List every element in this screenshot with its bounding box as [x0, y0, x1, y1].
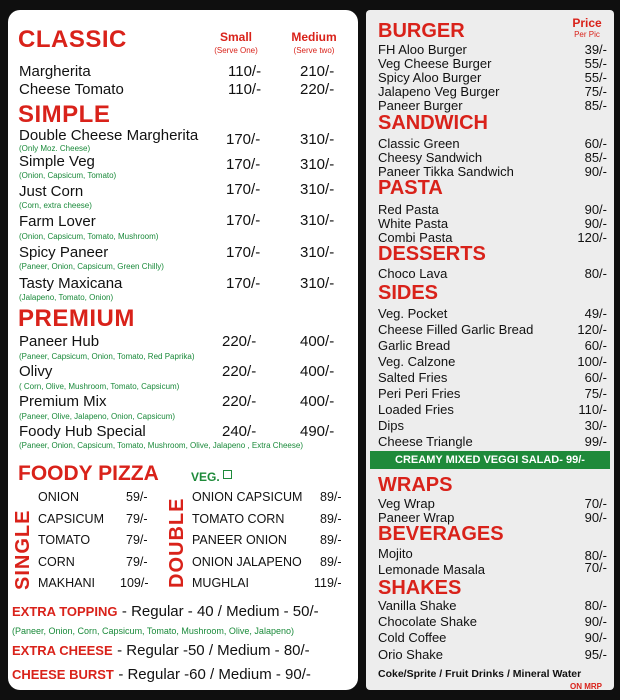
- menu-item-price: 95/-: [584, 647, 607, 662]
- menu-item-name: Salted Fries: [378, 370, 448, 385]
- menu-item-price: 85/-: [584, 98, 607, 113]
- medium-price: 310/-: [300, 156, 335, 173]
- menu-item-name: Just Corn: [19, 183, 84, 200]
- menu-item-name: Classic Green: [378, 136, 460, 151]
- menu-item-name: Loaded Fries: [378, 402, 454, 417]
- double-pizza-price: 89/-: [320, 490, 342, 504]
- menu-item-ingredients: (Onion, Capsicum, Tomato, Mushroom): [19, 232, 159, 241]
- burger-heading: BURGER: [378, 20, 465, 42]
- menu-item-price: 39/-: [584, 42, 607, 57]
- small-price: 220/-: [222, 333, 257, 350]
- menu-item-ingredients: (Onion, Capsicum, Tomato): [19, 171, 117, 180]
- double-pizza-name: ONION JALAPENO: [192, 555, 302, 569]
- small-price: 110/-: [228, 63, 262, 80]
- menu-item-price: 30/-: [584, 418, 607, 433]
- menu-item-price: 90/-: [584, 510, 607, 525]
- menu-item-price: 90/-: [584, 216, 607, 231]
- menu-item-price: 55/-: [584, 56, 607, 71]
- desserts-heading: DESSERTS: [378, 243, 486, 265]
- small-price: 240/-: [222, 423, 257, 440]
- menu-item-price: 75/-: [584, 386, 607, 401]
- single-pizza-name: CAPSICUM: [38, 512, 104, 526]
- menu-item-name: Vanilla Shake: [378, 598, 457, 613]
- extra-topping-prices: - Regular - 40 / Medium - 50/-: [121, 603, 319, 620]
- double-pizza-price: 119/-: [314, 576, 342, 590]
- single-pizza-price: 59/-: [126, 490, 148, 504]
- menu-item-name: Jalapeno Veg Burger: [378, 84, 500, 99]
- menu-item-name: Cheesy Sandwich: [378, 150, 483, 165]
- menu-item-name: Veg. Calzone: [378, 354, 456, 369]
- double-vertical-label: DOUBLE: [166, 497, 188, 588]
- menu-item-price: 80/-: [584, 266, 607, 281]
- medium-column-header: Medium: [291, 30, 337, 44]
- double-pizza-name: TOMATO CORN: [192, 512, 285, 526]
- cheese-burst-prices: - Regular -60 / Medium - 90/-: [118, 666, 311, 683]
- medium-price: 400/-: [300, 363, 335, 380]
- menu-item-name: Dips: [378, 418, 405, 433]
- beverages-heading: BEVERAGES: [378, 523, 504, 545]
- small-column-sub: (Serve One): [214, 46, 258, 55]
- medium-price: 400/-: [300, 333, 335, 350]
- menu-item-price: 100/-: [577, 354, 607, 369]
- simple-heading: SIMPLE: [18, 101, 111, 128]
- medium-price: 490/-: [300, 423, 335, 440]
- menu-item-price: 60/-: [584, 338, 607, 353]
- menu-item-price: 60/-: [584, 370, 607, 385]
- menu-item-price: 49/-: [584, 306, 607, 321]
- medium-price: 400/-: [300, 393, 335, 410]
- single-pizza-price: 79/-: [126, 555, 148, 569]
- menu-item-price: 120/-: [577, 230, 607, 245]
- small-price: 170/-: [226, 131, 261, 148]
- menu-item-name: Mojito: [378, 546, 413, 561]
- menu-item-name: Chocolate Shake: [378, 614, 478, 629]
- single-pizza-name: ONION: [38, 490, 79, 504]
- menu-item-price: 70/-: [584, 560, 607, 575]
- menu-item-price: 55/-: [584, 70, 607, 85]
- menu-item-ingredients: (Only Moz. Cheese): [19, 144, 91, 153]
- menu-item-name: Spicy Paneer: [19, 244, 109, 261]
- medium-price: 210/-: [300, 63, 335, 80]
- menu-item-price: 110/-: [578, 402, 607, 417]
- menu-item-ingredients: (Jalapeno, Tomato, Onion): [19, 293, 114, 302]
- menu-item-name: Veg. Pocket: [378, 306, 448, 321]
- extra-topping-label: EXTRA TOPPING: [12, 604, 118, 619]
- small-price: 170/-: [226, 212, 261, 229]
- cheese-burst-label: CHEESE BURST: [12, 667, 114, 682]
- menu-item-name: Lemonade Masala: [378, 562, 485, 577]
- menu-item-ingredients: (Paneer, Olive, Jalapeno, Onion, Capsicum): [19, 412, 176, 421]
- medium-column-sub: (Serve two): [293, 46, 335, 55]
- small-price: 170/-: [226, 181, 261, 198]
- menu-item-name: Spicy Aloo Burger: [378, 70, 482, 85]
- extra-topping-options: (Paneer, Onion, Corn, Capsicum, Tomato, Mushroom, Olive, Jalapeno): [12, 626, 294, 636]
- price-sub: Per Pic: [574, 30, 600, 39]
- premium-heading: PREMIUM: [18, 305, 135, 332]
- menu-item-name: Orio Shake: [378, 647, 444, 662]
- medium-price: 310/-: [300, 244, 335, 261]
- single-pizza-name: CORN: [38, 555, 75, 569]
- price-header: Price: [572, 16, 602, 30]
- menu-item-name: Paneer Hub: [19, 333, 100, 350]
- menu-item-name: Paneer Tikka Sandwich: [378, 164, 514, 179]
- double-pizza-price: 89/-: [320, 512, 342, 526]
- menu-item-name: Garlic Bread: [378, 338, 451, 353]
- menu-item-name: Veg Cheese Burger: [378, 56, 492, 71]
- double-pizza-price: 89/-: [320, 555, 342, 569]
- menu-item-ingredients: (Paneer, Onion, Capsicum, Green Chilly): [19, 262, 164, 271]
- menu-item-price: 85/-: [584, 150, 607, 165]
- menu-item-name: White Pasta: [378, 216, 449, 231]
- small-price: 220/-: [222, 393, 257, 410]
- menu-item-price: 90/-: [584, 630, 607, 645]
- menu-item-name: Margherita: [19, 63, 91, 80]
- classic-heading: CLASSIC: [18, 26, 127, 53]
- menu-item-name: Cheese Filled Garlic Bread: [378, 322, 534, 337]
- menu-item-name: Red Pasta: [378, 202, 439, 217]
- veg-mark-icon: [223, 470, 232, 479]
- single-pizza-price: 109/-: [120, 576, 149, 590]
- double-pizza-name: MUGHLAI: [192, 576, 249, 590]
- small-price: 110/-: [228, 81, 262, 98]
- salad-bar: CREAMY MIXED VEGGI SALAD- 99/-: [370, 451, 610, 469]
- menu-item-price: 99/-: [584, 434, 607, 449]
- menu-item-name: Veg Wrap: [378, 496, 435, 511]
- small-price: 170/-: [226, 275, 261, 292]
- menu-item-price: 120/-: [577, 322, 607, 337]
- menu-item-price: 80/-: [584, 548, 607, 563]
- small-price: 170/-: [226, 156, 261, 173]
- cheese-burst-row: [12, 666, 311, 684]
- single-pizza-price: 79/-: [126, 533, 148, 547]
- single-pizza-name: MAKHANI: [38, 576, 95, 590]
- menu-item-ingredients: (Paneer, Capsicum, Onion, Tomato, Red Paprika): [19, 352, 195, 361]
- menu-item-name: Tasty Maxicana: [19, 275, 123, 292]
- menu-item-price: 90/-: [584, 164, 607, 179]
- pasta-heading: PASTA: [378, 177, 443, 199]
- medium-price: 310/-: [300, 212, 335, 229]
- extra-cheese-row: [12, 642, 310, 660]
- menu-item-name: Cold Coffee: [378, 630, 447, 645]
- menu-item-name: Farm Lover: [19, 213, 96, 230]
- menu-item-price: 90/-: [584, 614, 607, 629]
- pizza-menu-panel: [8, 10, 358, 690]
- small-price: 220/-: [222, 363, 257, 380]
- drinks-footer-note: ON MRP: [570, 682, 602, 690]
- medium-price: 310/-: [300, 131, 335, 148]
- menu-item-name: Combi Pasta: [378, 230, 453, 245]
- drinks-footer: Coke/Sprite / Fruit Drinks / Mineral Water: [378, 668, 582, 680]
- single-pizza-name: TOMATO: [38, 533, 91, 547]
- sides-heading: SIDES: [378, 282, 439, 304]
- menu-item-price: 90/-: [584, 202, 607, 217]
- menu-item-name: Foody Hub Special: [19, 423, 146, 440]
- menu-item-price: 60/-: [584, 136, 607, 151]
- menu-item-name: Paneer Wrap: [378, 510, 455, 525]
- small-price: 170/-: [226, 244, 261, 261]
- medium-price: 310/-: [300, 275, 335, 292]
- menu-item-name: Premium Mix: [19, 393, 107, 410]
- menu-item-ingredients: (Corn, extra cheese): [19, 201, 92, 210]
- medium-price: 220/-: [300, 81, 335, 98]
- menu-item-name: Olivy: [19, 363, 53, 380]
- menu-item-name: Choco Lava: [378, 266, 448, 281]
- extra-cheese-prices: - Regular -50 / Medium - 80/-: [117, 642, 310, 659]
- menu-item-name: Simple Veg: [19, 153, 95, 170]
- menu-item-price: 75/-: [584, 84, 607, 99]
- sandwich-heading: SANDWICH: [378, 112, 488, 134]
- menu-item-price: 70/-: [584, 496, 607, 511]
- menu-item-ingredients: ( Corn, Olive, Mushroom, Tomato, Capsicum): [19, 382, 180, 391]
- menu-item-ingredients: (Paneer, Onion, Capsicum, Tomato, Mushroom, Olive, Jalapeno , Extra Cheese): [19, 441, 303, 450]
- menu-item-price: 80/-: [584, 598, 607, 613]
- extra-cheese-label: EXTRA CHEESE: [12, 643, 113, 658]
- double-pizza-price: 89/-: [320, 533, 342, 547]
- foody-pizza-heading: FOODY PIZZA: [18, 462, 159, 485]
- medium-price: 310/-: [300, 181, 335, 198]
- menu-item-name: Cheese Triangle: [378, 434, 473, 449]
- single-vertical-label: SINGLE: [12, 509, 34, 590]
- single-pizza-price: 79/-: [126, 512, 148, 526]
- small-column-header: Small: [219, 30, 252, 44]
- menu-item-name: Double Cheese Margherita: [19, 127, 199, 144]
- menu-item-name: Peri Peri Fries: [378, 386, 461, 401]
- shakes-heading: SHAKES: [378, 577, 462, 599]
- veg-label: [191, 470, 232, 484]
- menu-item-name: Paneer Burger: [378, 98, 463, 113]
- other-items-panel: [366, 10, 614, 690]
- double-pizza-name: PANEER ONION: [192, 533, 287, 547]
- extra-topping-row: [12, 603, 319, 621]
- wraps-heading: WRAPS: [378, 474, 453, 496]
- menu-item-name: FH Aloo Burger: [378, 42, 467, 57]
- menu-item-name: Cheese Tomato: [19, 81, 124, 98]
- double-pizza-name: ONION CAPSICUM: [192, 490, 303, 504]
- veg-text: VEG.: [191, 470, 220, 484]
